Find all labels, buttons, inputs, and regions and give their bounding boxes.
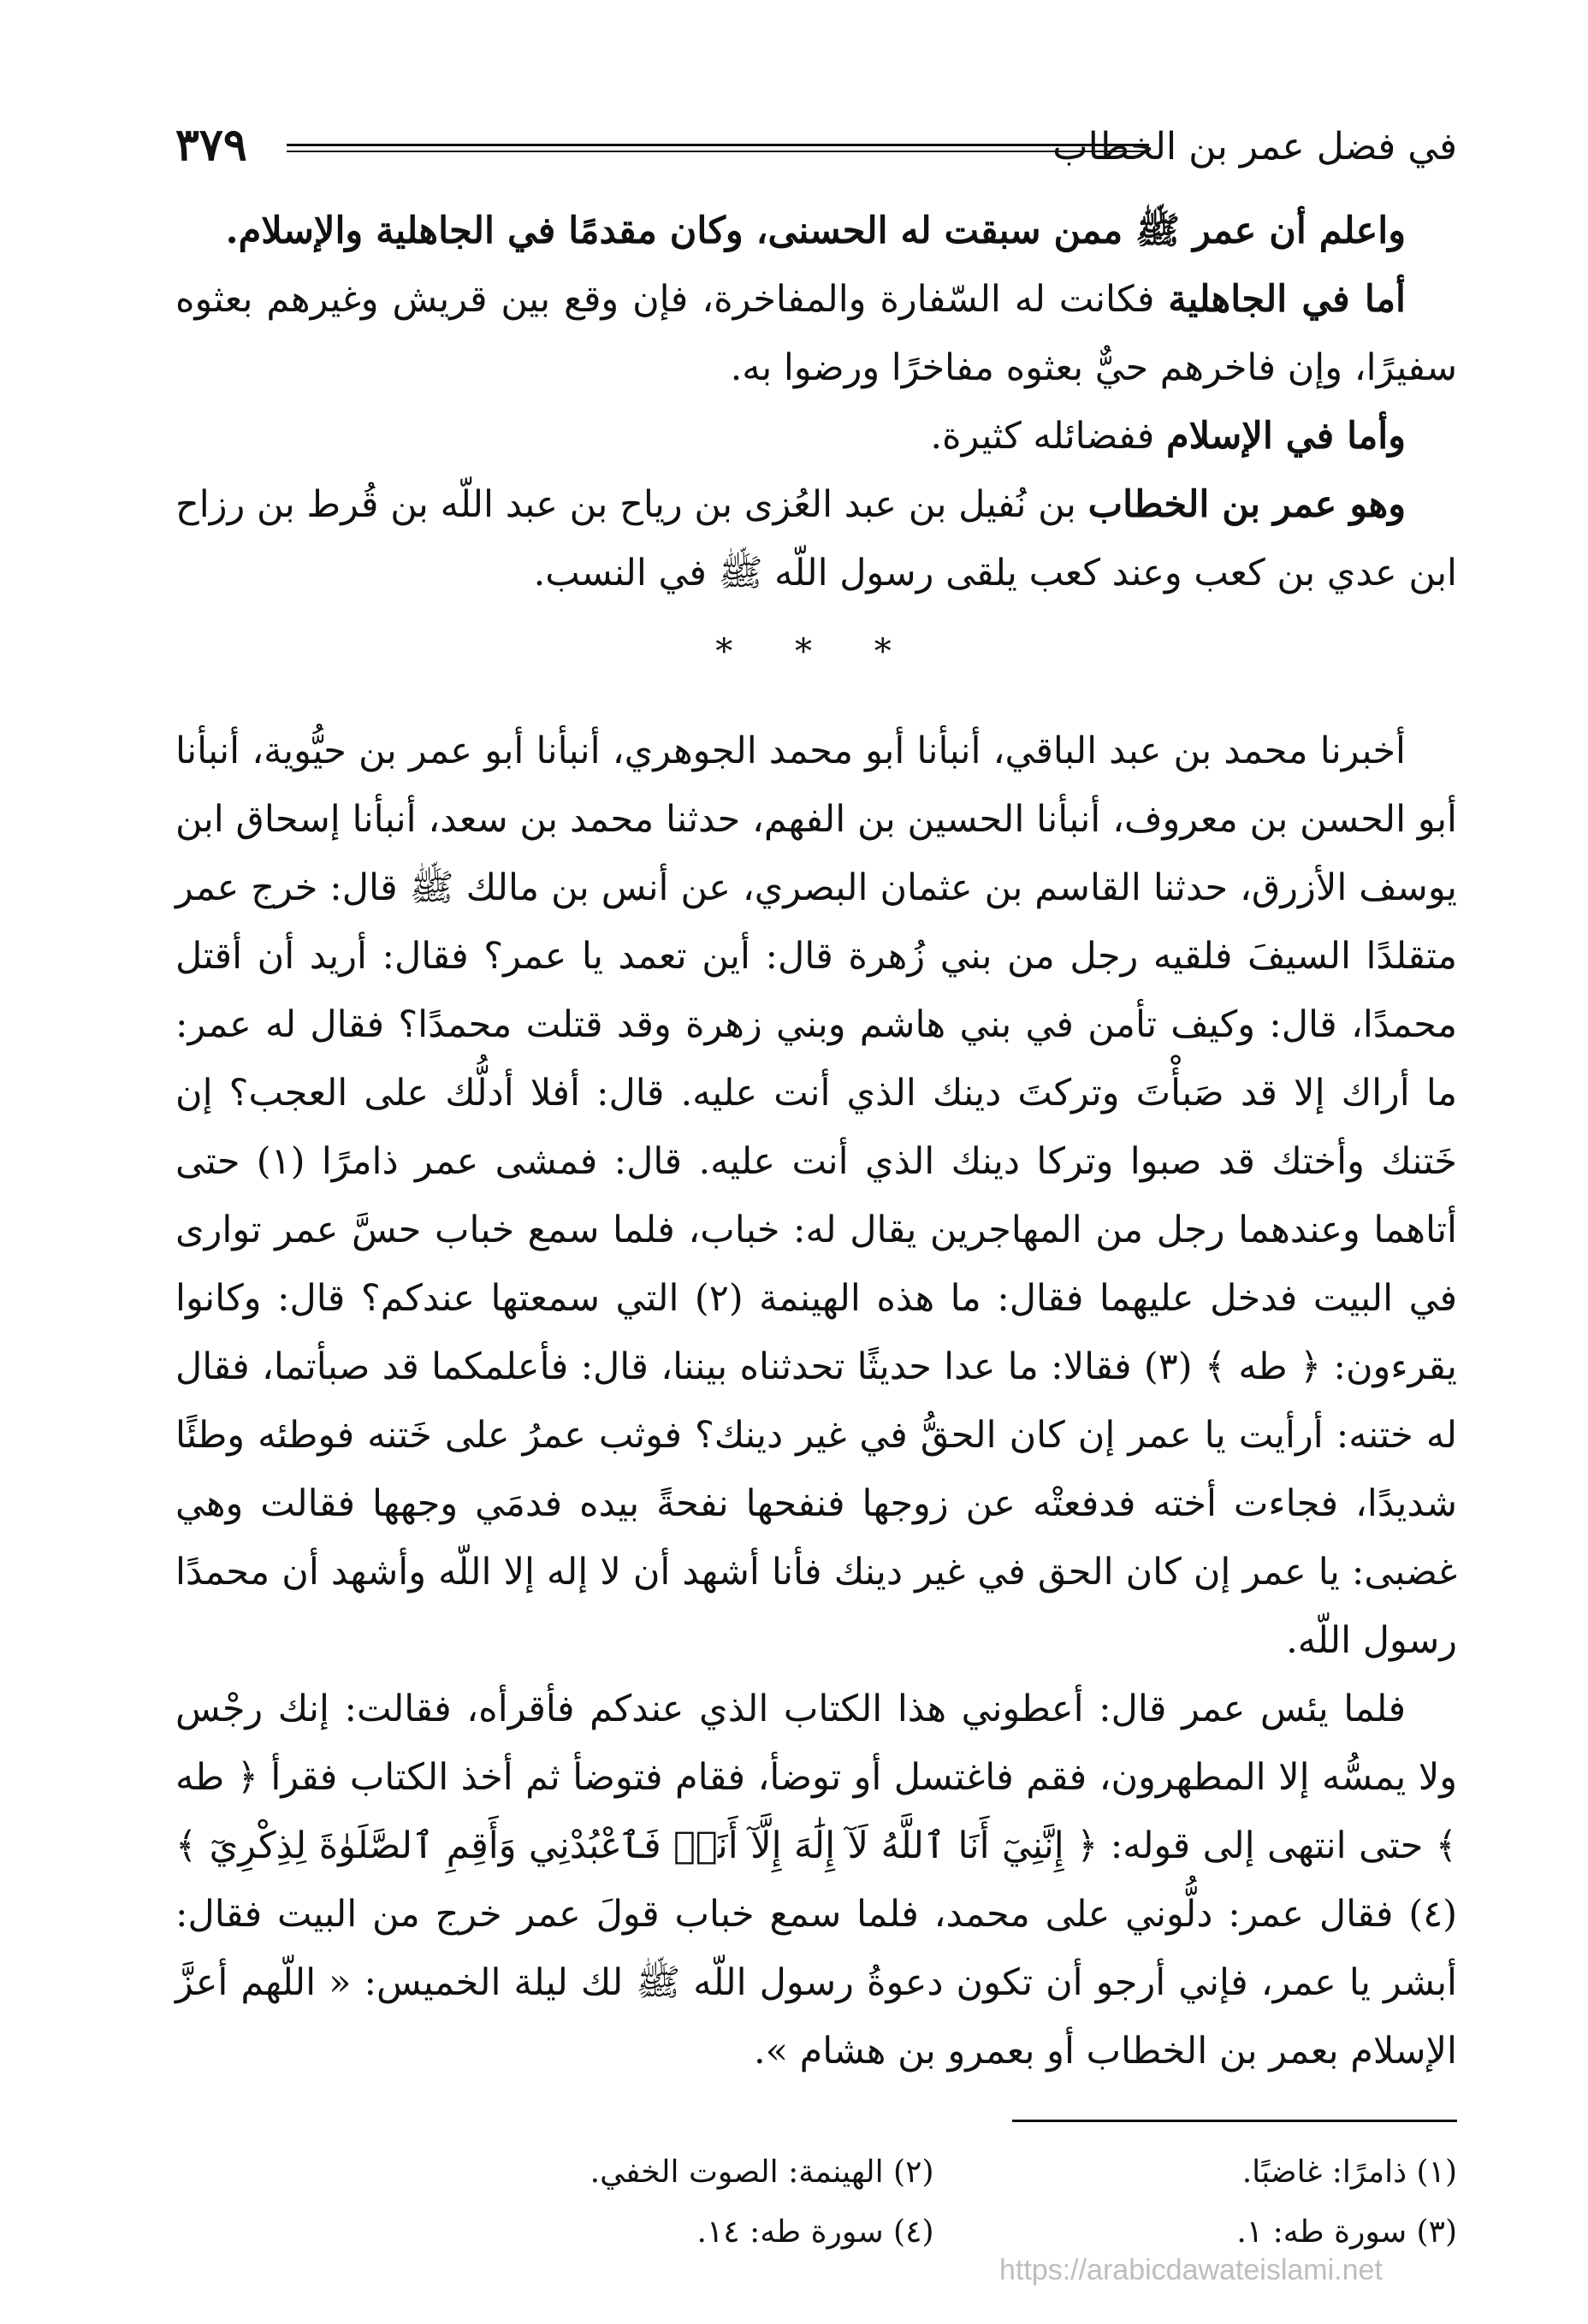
paragraph-intro — [175, 197, 1457, 265]
watermark-url: https://arabicdawateislami.net — [999, 2254, 1383, 2286]
page-number: ٣٧٩ — [175, 119, 247, 171]
paragraph-islam-text: ففضائله كثيرة. — [930, 415, 1167, 458]
footnote-rule — [1012, 2120, 1457, 2122]
narration-paragraph: فلما يئس عمر قال: أعطوني هذا الكتاب الذي عندكم فأقرأه، فقالت: إنك رجْس ولا يمسُّه إلا المطهرون، فقم فاغتسل أو توضأ، فقام فتوضأ ثم أخذ الكتاب فقرأ ﴿ طه ﴾ حتى انتهى إلى قوله: ﴿ إِنَّنِيٓ أَنَا ٱللَّهُ لَآ إِلَٰهَ إِلَّآ أَنَا۠ فَٱعْبُدْنِي وَأَقِمِ ٱلصَّلَوٰةَ لِذِكْرِيٓ ﴾ (٤) فقال عمر: دلُّوني على محمد، فلما سمع خباب قولَ عمر خرج من البيت فقال: أبشر يا عمر، فإني أرجو أن تكون دعوةُ رسول اللّه ﷺ لك ليلة الخميس: « اللّهم أعزَّ الإسلام بعمر بن الخطاب أو بعمرو بن هشام ». — [175, 1688, 1457, 2073]
footnote-4: (٤) سورة طه: ١٤. — [696, 2215, 934, 2250]
running-header — [175, 118, 1457, 178]
footnote-row — [411, 2143, 1457, 2203]
paragraph-jahiliyya-bold: أما في الجاهلية — [1168, 278, 1407, 321]
paragraph-lineage-bold: وهو عمر بن الخطاب — [1087, 483, 1406, 526]
footnote-1: (١) ذامرًا: غاضبًا. — [1241, 2155, 1457, 2190]
header-title: في فضل عمر بن الخطاب — [1052, 125, 1457, 169]
paragraph-jahiliyya-text: فكانت له السّفارة والمفاخرة، فإن وقع بين قريش وغيرهم بعثوه سفيرًا، وإن فاخرهم حيٌّ بعثوه مفاخرًا ورضوا به. — [175, 278, 1457, 389]
header-rule — [287, 144, 1149, 146]
paragraph-islam-bold: وأما في الإسلام — [1166, 415, 1406, 458]
main-text — [175, 197, 1457, 2085]
section-separator: * * * — [715, 632, 917, 671]
footnote-2: (٢) الهينمة: الصوت الخفي. — [590, 2155, 934, 2190]
narration-paragraph: أخبرنا محمد بن عبد الباقي، أنبأنا أبو محمد الجوهري، أنبأنا أبو عمر بن حيُّوية، أنبأنا أبو الحسن بن معروف، أنبأنا الحسين بن الفهم، حدثنا محمد بن سعد، أنبأنا إسحاق ابن يوسف الأزرق، حدثنا القاسم بن عثمان البصري، عن أنس بن مالك ﷺ قال: خرج عمر متقلدًا السيفَ فلقيه رجل من بني زُهرة قال: أين تعمد يا عمر؟ فقال: أريد أن أقتل محمدًا، قال: وكيف تأمن في بني هاشم وبني زهرة وقد قتلت محمدًا؟ فقال له عمر: ما أراك إلا قد صَبأْتَ وتركتَ دينك الذي أنت عليه. قال: أفلا أدلُّك على العجب؟ إن خَتنك وأختك قد صبوا وتركا دينك الذي أنت عليه. قال: فمشى عمر ذامرًا (١) حتى أتاهما وعندهما رجل من المهاجرين يقال له: خباب، فلما سمع خباب حسَّ عمر توارى في البيت فدخل عليهما فقال: ما هذه الهينمة (٢) التي سمعتها عندكم؟ قال: وكانوا يقرءون: ﴿ طه ﴾ (٣) فقالا: ما عدا حديثًا تحدثناه بيننا، قال: فأعلمكما قد صبأتما، فقال له ختنه: أرأيت يا عمر إن كان الحقُّ في غير دينك؟ فوثب عمرُ على خَتنه فوطئه وطئًا شديدًا، فجاءت أخته فدفعتْه عن زوجها فنفحها نفحةً بيده فدمَي وجهها فقالت وهي غضبى: يا عمر إن كان الحق في غير دينك فأنا أشهد أن لا إله إلا اللّه وأشهد أن محمدًا رسول اللّه. — [175, 730, 1458, 1662]
paragraph-lineage — [175, 470, 1457, 607]
header-rule-secondary — [287, 151, 1149, 152]
footnotes — [411, 2143, 1457, 2262]
paragraph-intro-bold: واعلم أن عمر ﷺ ممن سبقت له الحسنى، وكان مقدمًا في الجاهلية والإسلام. — [225, 210, 1406, 252]
paragraph-islam — [175, 402, 1457, 470]
paragraph-lineage-text: بن نُفيل بن عبد العُزى بن رياح بن عبد اللّه بن قُرط بن رزاح ابن عدي بن كعب وعند كعب يلقى رسول اللّه ﷺ في النسب. — [175, 483, 1457, 594]
footnote-3: (٣) سورة طه: ١. — [1236, 2215, 1457, 2250]
paragraph-jahiliyya — [175, 265, 1457, 402]
